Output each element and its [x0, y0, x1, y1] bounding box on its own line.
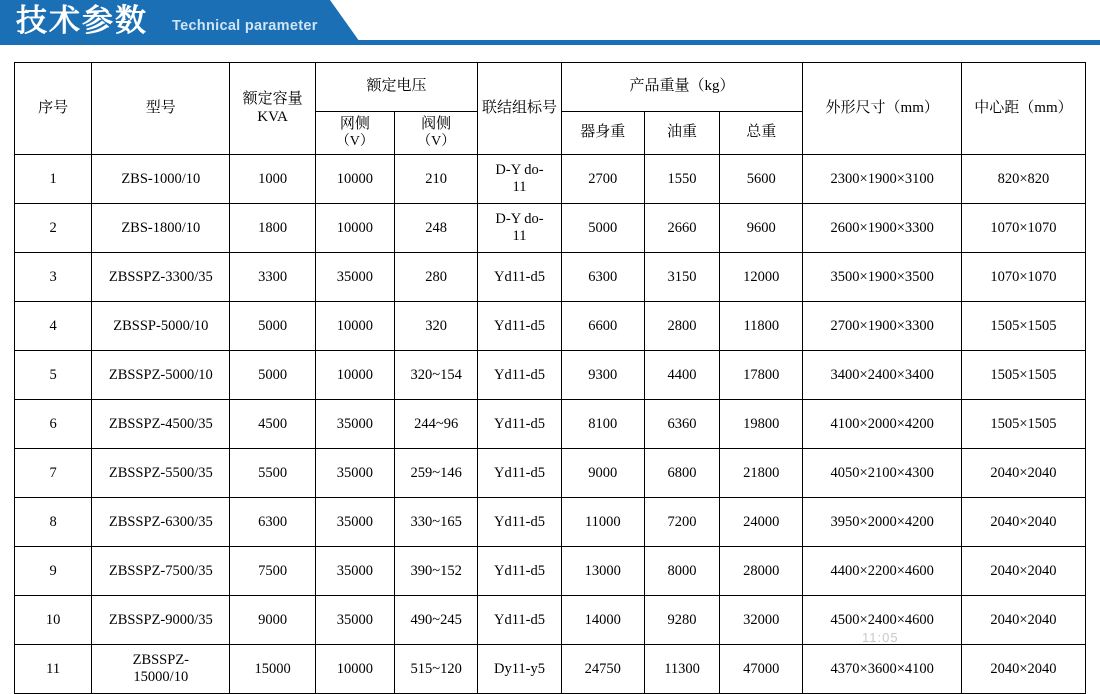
page-title: 技术参数 [16, 3, 148, 38]
cell-net-side-voltage: 35000 [315, 547, 394, 596]
cell-no: 10 [15, 596, 92, 645]
table-row [15, 547, 1086, 596]
cell-model: ZBSSPZ-9000/35 [92, 596, 230, 645]
cell-net-side-voltage: 10000 [315, 204, 394, 253]
cell-outline-dim: 3400×2400×3400 [803, 351, 962, 400]
cell-valve-side-voltage: 320~154 [395, 351, 478, 400]
cell-model: ZBSSPZ-6300/35 [92, 498, 230, 547]
cell-center-distance: 2040×2040 [961, 596, 1085, 645]
col-header-connection-group: 联结组标号 [478, 63, 561, 155]
net-side-line1: 网侧 [339, 115, 370, 132]
cell-net-side-voltage: 35000 [315, 449, 394, 498]
cell-body-weight: 24750 [561, 645, 644, 694]
cell-total-weight: 19800 [720, 400, 803, 449]
cell-rated-capacity: 6300 [230, 498, 315, 547]
cell-oil-weight: 2800 [644, 302, 719, 351]
cell-connection-group: Yd11-d5 [478, 302, 561, 351]
cell-center-distance: 2040×2040 [961, 547, 1085, 596]
header-accent-bar [0, 40, 1100, 45]
cell-oil-weight: 11300 [644, 645, 719, 694]
col-header-product-weight: 产品重量（kg） [561, 63, 803, 112]
table-row [15, 645, 1086, 694]
cell-total-weight: 12000 [720, 253, 803, 302]
cell-outline-dim: 4500×2400×4600 [803, 596, 962, 645]
cell-rated-capacity: 15000 [230, 645, 315, 694]
cell-oil-weight: 2660 [644, 204, 719, 253]
cell-oil-weight: 6800 [644, 449, 719, 498]
cell-total-weight: 32000 [720, 596, 803, 645]
col-header-no: 序号 [15, 63, 92, 155]
cell-center-distance: 820×820 [961, 155, 1085, 204]
cell-model: ZBS-1800/10 [92, 204, 230, 253]
cell-net-side-voltage: 35000 [315, 253, 394, 302]
cell-net-side-voltage: 35000 [315, 400, 394, 449]
cell-center-distance: 1505×1505 [961, 351, 1085, 400]
cell-valve-side-voltage: 490~245 [395, 596, 478, 645]
cell-outline-dim: 4400×2200×4600 [803, 547, 962, 596]
col-header-rated-capacity [230, 63, 315, 155]
cell-body-weight: 14000 [561, 596, 644, 645]
cell-valve-side-voltage: 210 [395, 155, 478, 204]
cell-oil-weight: 6360 [644, 400, 719, 449]
cell-rated-capacity: 3300 [230, 253, 315, 302]
cell-center-distance: 1070×1070 [961, 253, 1085, 302]
valve-side-line1: 阀侧 [421, 115, 452, 132]
table-row [15, 351, 1086, 400]
cell-body-weight: 9300 [561, 351, 644, 400]
bottom-artifact-text: 11:05 [862, 630, 899, 645]
cell-connection-group: Yd11-d5 [478, 547, 561, 596]
cell-body-weight: 9000 [561, 449, 644, 498]
cell-rated-capacity: 5500 [230, 449, 315, 498]
cell-total-weight: 5600 [720, 155, 803, 204]
rated-capacity-line2: KVA [257, 108, 288, 125]
cell-no: 9 [15, 547, 92, 596]
cell-body-weight: 6300 [561, 253, 644, 302]
technical-parameter-table [14, 62, 1086, 694]
cell-center-distance: 2040×2040 [961, 645, 1085, 694]
table-row [15, 253, 1086, 302]
cell-model: ZBSSP-5000/10 [92, 302, 230, 351]
cell-connection-group: Yd11-d5 [478, 400, 561, 449]
cell-connection-group: Yd11-d5 [478, 449, 561, 498]
cell-valve-side-voltage: 280 [395, 253, 478, 302]
cell-rated-capacity: 5000 [230, 351, 315, 400]
cell-outline-dim: 3500×1900×3500 [803, 253, 962, 302]
spec-table-container [14, 62, 1086, 694]
cell-net-side-voltage: 10000 [315, 645, 394, 694]
cell-outline-dim: 4050×2100×4300 [803, 449, 962, 498]
cell-body-weight: 8100 [561, 400, 644, 449]
cell-connection-group: Yd11-d5 [478, 596, 561, 645]
cell-oil-weight: 7200 [644, 498, 719, 547]
cell-net-side-voltage: 10000 [315, 155, 394, 204]
col-header-outline-dim: 外形尺寸（mm） [803, 63, 962, 155]
rated-capacity-line1: 额定容量 [242, 91, 303, 108]
cell-valve-side-voltage: 390~152 [395, 547, 478, 596]
cell-no: 5 [15, 351, 92, 400]
table-body [15, 155, 1086, 694]
page-header [0, 0, 1100, 56]
cell-oil-weight: 1550 [644, 155, 719, 204]
cell-center-distance: 1505×1505 [961, 400, 1085, 449]
cell-center-distance: 1505×1505 [961, 302, 1085, 351]
col-header-net-side [315, 112, 394, 155]
cell-connection-group: Yd11-d5 [478, 351, 561, 400]
cell-no: 8 [15, 498, 92, 547]
cell-model: ZBSSPZ-4500/35 [92, 400, 230, 449]
cell-center-distance: 1070×1070 [961, 204, 1085, 253]
cell-body-weight: 11000 [561, 498, 644, 547]
cell-rated-capacity: 1800 [230, 204, 315, 253]
cell-valve-side-voltage: 248 [395, 204, 478, 253]
cell-body-weight: 6600 [561, 302, 644, 351]
cell-rated-capacity: 4500 [230, 400, 315, 449]
table-head [15, 63, 1086, 155]
table-row [15, 400, 1086, 449]
cell-outline-dim: 4370×3600×4100 [803, 645, 962, 694]
cell-net-side-voltage: 35000 [315, 596, 394, 645]
cell-outline-dim: 2600×1900×3300 [803, 204, 962, 253]
cell-model: ZBSSPZ-7500/35 [92, 547, 230, 596]
col-header-body-weight: 器身重 [561, 112, 644, 155]
col-header-model: 型号 [92, 63, 230, 155]
cell-total-weight: 21800 [720, 449, 803, 498]
cell-model: ZBSSPZ-5000/10 [92, 351, 230, 400]
cell-connection-group: D-Y do- 11 [478, 155, 561, 204]
cell-oil-weight: 9280 [644, 596, 719, 645]
cell-body-weight: 2700 [561, 155, 644, 204]
cell-valve-side-voltage: 320 [395, 302, 478, 351]
cell-outline-dim: 2300×1900×3100 [803, 155, 962, 204]
cell-outline-dim: 3950×2000×4200 [803, 498, 962, 547]
col-header-total-weight: 总重 [720, 112, 803, 155]
cell-model: ZBSSPZ-3300/35 [92, 253, 230, 302]
cell-oil-weight: 3150 [644, 253, 719, 302]
page-subtitle: Technical parameter [172, 18, 318, 34]
cell-oil-weight: 4400 [644, 351, 719, 400]
cell-total-weight: 28000 [720, 547, 803, 596]
cell-rated-capacity: 1000 [230, 155, 315, 204]
header-row-primary [15, 63, 1086, 112]
cell-model: ZBSSPZ-5500/35 [92, 449, 230, 498]
cell-valve-side-voltage: 244~96 [395, 400, 478, 449]
cell-connection-group: Yd11-d5 [478, 253, 561, 302]
cell-no: 7 [15, 449, 92, 498]
table-row [15, 498, 1086, 547]
cell-net-side-voltage: 35000 [315, 498, 394, 547]
cell-model: ZBSSPZ- 15000/10 [92, 645, 230, 694]
cell-total-weight: 24000 [720, 498, 803, 547]
cell-no: 11 [15, 645, 92, 694]
cell-no: 2 [15, 204, 92, 253]
net-side-line2: （V） [335, 134, 374, 149]
cell-no: 6 [15, 400, 92, 449]
col-header-valve-side [395, 112, 478, 155]
col-header-rated-voltage: 额定电压 [315, 63, 478, 112]
cell-total-weight: 47000 [720, 645, 803, 694]
cell-center-distance: 2040×2040 [961, 449, 1085, 498]
cell-outline-dim: 4100×2000×4200 [803, 400, 962, 449]
table-row [15, 302, 1086, 351]
cell-valve-side-voltage: 515~120 [395, 645, 478, 694]
cell-connection-group: Yd11-d5 [478, 498, 561, 547]
cell-rated-capacity: 5000 [230, 302, 315, 351]
cell-net-side-voltage: 10000 [315, 351, 394, 400]
col-header-center-distance: 中心距（mm） [961, 63, 1085, 155]
cell-oil-weight: 8000 [644, 547, 719, 596]
cell-connection-group: Dy11-y5 [478, 645, 561, 694]
table-row [15, 449, 1086, 498]
table-row [15, 155, 1086, 204]
cell-total-weight: 9600 [720, 204, 803, 253]
cell-no: 4 [15, 302, 92, 351]
cell-connection-group: D-Y do- 11 [478, 204, 561, 253]
cell-net-side-voltage: 10000 [315, 302, 394, 351]
cell-center-distance: 2040×2040 [961, 498, 1085, 547]
cell-rated-capacity: 9000 [230, 596, 315, 645]
cell-valve-side-voltage: 259~146 [395, 449, 478, 498]
cell-valve-side-voltage: 330~165 [395, 498, 478, 547]
cell-total-weight: 11800 [720, 302, 803, 351]
cell-model: ZBS-1000/10 [92, 155, 230, 204]
cell-no: 3 [15, 253, 92, 302]
cell-no: 1 [15, 155, 92, 204]
cell-outline-dim: 2700×1900×3300 [803, 302, 962, 351]
col-header-oil-weight: 油重 [644, 112, 719, 155]
table-row [15, 596, 1086, 645]
cell-body-weight: 13000 [561, 547, 644, 596]
table-row [15, 204, 1086, 253]
cell-rated-capacity: 7500 [230, 547, 315, 596]
cell-body-weight: 5000 [561, 204, 644, 253]
cell-total-weight: 17800 [720, 351, 803, 400]
valve-side-line2: （V） [417, 134, 456, 149]
